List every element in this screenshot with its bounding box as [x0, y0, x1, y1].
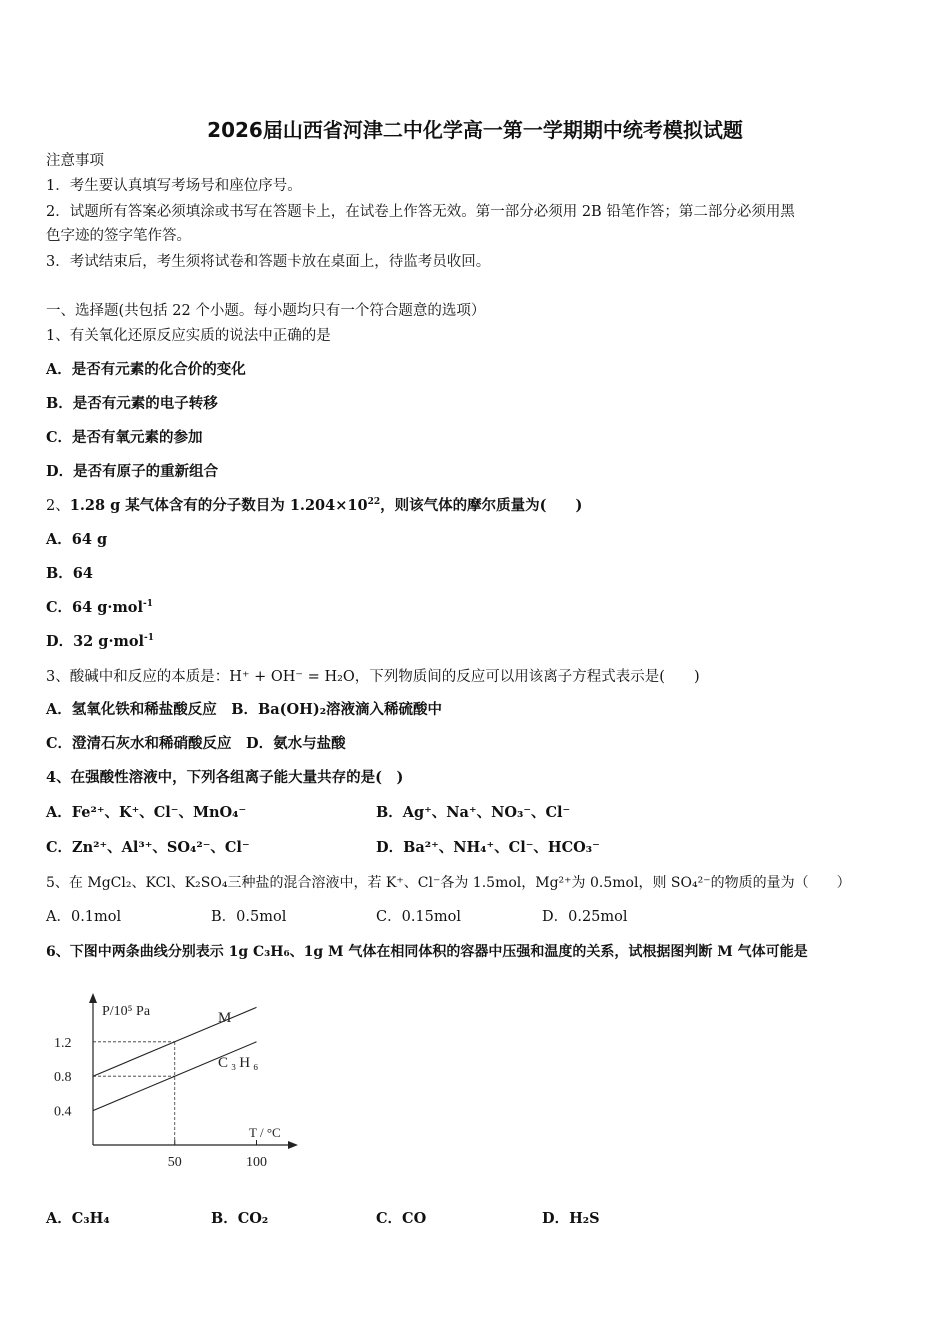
- question-3-options-row: C．澄清石灰水和稀硝酸反应 D．氨水与盐酸: [46, 735, 346, 752]
- exponent: -1: [144, 633, 155, 644]
- question-1-option: B．是否有元素的电子转移: [46, 395, 218, 412]
- notice-item: 1．考生要认真填写考场号和座位序号。: [46, 178, 302, 194]
- question-5-option: A．0.1mol: [46, 909, 122, 925]
- option-text: C．64 g·mol: [46, 599, 143, 616]
- question-2-text: ，则该气体的摩尔质量为( ): [380, 497, 583, 514]
- question-5-option: D．0.25mol: [542, 909, 628, 925]
- notice-heading: 注意事项: [46, 153, 104, 169]
- exponent: -1: [142, 599, 153, 610]
- question-6-stem: 6、下图中两条曲线分别表示 1g C₃H₆、1g M 气体在相同体积的容器中压强和温度的关系，试根据图判断 M 气体可能是: [46, 944, 808, 960]
- question-2-option-d: [46, 632, 154, 652]
- question-6-option: C．CO: [376, 1210, 427, 1227]
- section-heading: 一、选择题(共包括 22 个小题。每小题均只有一个符合题意的选项）: [46, 303, 486, 319]
- series-label-m: M: [218, 1010, 232, 1026]
- question-3-stem: 3、酸碱中和反应的本质是：H⁺ + OH⁻ = H₂O，下列物质间的反应可以用该离子方程式表示是( ): [46, 669, 700, 685]
- question-2-stem: [46, 496, 582, 516]
- notice-item: 色字迹的签字笔作答。: [46, 228, 191, 244]
- x-axis-arrow: [288, 1141, 298, 1149]
- y-tick-label: 0.8: [54, 1070, 72, 1086]
- question-2-option-c: [46, 598, 153, 618]
- question-1-option: C．是否有氧元素的参加: [46, 429, 203, 446]
- question-1-option: A．是否有元素的化合价的变化: [46, 361, 246, 378]
- exponent: 22: [367, 497, 381, 508]
- question-4-stem: 4、在强酸性溶液中，下列各组离子能大量共存的是( ): [46, 769, 404, 786]
- question-2-option-a: A．64 g: [46, 531, 108, 548]
- x-tick-label: 100: [246, 1155, 267, 1170]
- question-2-number: 2、: [46, 498, 70, 514]
- question-1-stem: 1、有关氧化还原反应实质的说法中正确的是: [46, 328, 331, 344]
- question-6-option: A．C₃H₄: [46, 1210, 110, 1227]
- x-tick-label: 50: [167, 1155, 182, 1170]
- y-tick-label: 0.4: [54, 1104, 72, 1120]
- question-3-options-row: A．氢氧化铁和稀盐酸反应 B．Ba(OH)₂溶液滴入稀硫酸中: [46, 701, 443, 718]
- y-axis-label: P/10⁵ Pa: [102, 1004, 151, 1019]
- notice-item: 3．考试结束后，考生须将试卷和答题卡放在桌面上，待监考员收回。: [46, 254, 491, 270]
- question-4-option-b: B．Ag⁺、Na⁺、NO₃⁻、Cl⁻: [376, 804, 571, 821]
- question-6-option: D．H₂S: [542, 1210, 600, 1227]
- option-text: D．32 g·mol: [46, 633, 145, 650]
- question-4-option-a: A．Fe²⁺、K⁺、Cl⁻、MnO₄⁻: [46, 804, 247, 821]
- question-6-option: B．CO₂: [211, 1210, 269, 1227]
- question-5-stem: 5、在 MgCl₂、KCl、K₂SO₄三种盐的混合溶液中，若 K⁺、Cl⁻各为 1.5mol，Mg²⁺为 0.5mol，则 SO₄²⁻的物质的量为（ ）: [46, 875, 851, 891]
- notice-item: 2．试题所有答案必须填涂或书写在答题卡上，在试卷上作答无效。第一部分必须用 2B 铅笔作答；第二部分必须用黑: [46, 204, 795, 220]
- question-4-option-c: C．Zn²⁺、Al³⁺、SO₄²⁻、Cl⁻: [46, 839, 250, 856]
- question-2-text: 1.28 g 某气体含有的分子数目为 1.204×10: [69, 497, 368, 514]
- y-tick-label: 1.2: [54, 1035, 72, 1051]
- x-axis-label: T / °C: [249, 1125, 281, 1140]
- page-title: 2026届山西省河津二中化学高一第一学期期中统考模拟试题: [207, 118, 743, 142]
- series-label-c3h6: C₃H₆: [218, 1055, 262, 1071]
- question-5-option: B．0.5mol: [211, 909, 287, 925]
- question-4-option-d: D．Ba²⁺、NH₄⁺、Cl⁻、HCO₃⁻: [376, 839, 600, 856]
- question-5-option: C．0.15mol: [376, 909, 461, 925]
- question-2-option-b: B．64: [46, 565, 93, 582]
- y-axis-arrow: [89, 993, 97, 1003]
- question-1-option: D．是否有原子的重新组合: [46, 463, 219, 480]
- pressure-temperature-chart: [44, 985, 314, 1185]
